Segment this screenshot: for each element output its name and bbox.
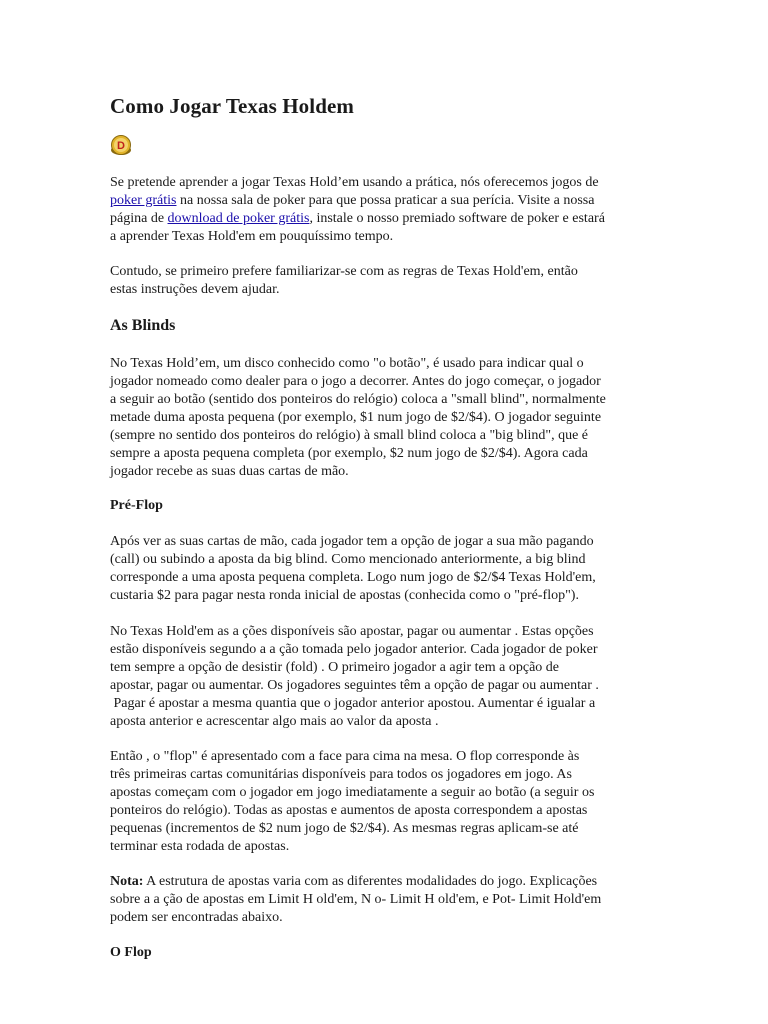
- preflop-paragraph-2: No Texas Hold'em as a ções disponíveis são apostar, pagar ou aumentar . Estas opções estão disponíveis segundo a a ção tomada pelo jogador anterior. Cada jogador de poker tem sempre a opção de desistir (fold) . O primeiro jogador a agir tem a opção de apostar, pagar ou aumentar. Os jogadores seguintes têm a opção de pagar ou aumentar . Pagar é apostar a mesma quantia que o jogador anterior apostou. Aumentar é igualar a aposta anterior e acrescentar algo mais ao valor da aposta .: [110, 624, 599, 729]
- note-paragraph: Nota: A estrutura de apostas varia com as diferentes modalidades do jogo. Explicações sobre a a ção de apostas em Limit H old'em, N o- Limit H old'em, e Pot- Limit Hold'em podem ser encontradas abaixo.: [110, 874, 602, 925]
- section-heading-preflop: Pré-Flop: [110, 498, 163, 513]
- page-title: Como Jogar Texas Holdem: [110, 94, 355, 118]
- blinds-paragraph: No Texas Hold’em, um disco conhecido como "o botão", é usado para indicar qual o jogador nomeado como dealer para o jogo a decorrer. Antes do jogo começar, o jogador a seguir ao botão (sentido dos ponteiros do relógio) coloca a "small blind", normalmente metade duma aposta pequena (por exemplo, $1 num jogo de $2/$4). O jogador seguinte (sempre no sentido dos ponteiros do relógio) à small blind coloca a "big blind", que é sempre a aposta pequena completa (por exemplo, $2 num jogo de $2/$4). Agora cada jogador recebe as suas duas cartas de mão.: [110, 356, 606, 479]
- preflop-paragraph-3: Então , o "flop" é apresentado com a face para cima na mesa. O flop corresponde às três primeiras cartas comunitárias disponíveis para todos os jogadores em jogo. As apostas começam com o jogador em jogo imediatamente a seguir ao botão (a seguir os ponteiros do relógio). Todas as apostas e aumentos de aposta correspondem a apostas pequenas (incrementos de $2 num jogo de $2/$4). As mesmas regras aplicam-se até terminar esta rodada de apostas.: [110, 749, 595, 854]
- free-poker-link[interactable]: poker grátis: [110, 193, 177, 208]
- preflop-paragraph-1: Após ver as suas cartas de mão, cada jogador tem a opção de jogar a sua mão pagando (call) ou subindo a aposta da big blind. Como mencionado anteriormente, a big blind corresponde a uma aposta pequena completa. Logo num jogo de $2/$4 Texas Hold'em, custaria $2 para pagar nesta ronda inicial de apostas (conhecida como o "pré-flop").: [110, 534, 596, 603]
- coin-logo-letter: D: [117, 140, 125, 152]
- section-heading-blinds: As Blinds: [110, 317, 176, 334]
- intro2-line: estas instruções devem ajudar.: [110, 282, 280, 297]
- intro-line: Se pretende aprender a jogar Texas Hold’em usando a prática, nós oferecemos jogos de: [110, 175, 599, 190]
- intro-line: a aprender Texas Hold'em em pouquíssimo tempo.: [110, 229, 394, 244]
- intro2-paragraph: [110, 263, 656, 299]
- intro-line: página de download de poker grátis, instale o nosso premiado software de poker e estará: [110, 211, 605, 226]
- coin-logo-icon: [110, 135, 132, 157]
- free-poker-download-link[interactable]: download de poker grátis: [167, 211, 310, 226]
- intro2-line: Contudo, se primeiro prefere familiarizar-se com as regras de Texas Hold'em, então: [110, 264, 578, 279]
- section-heading-flop: O Flop: [110, 945, 152, 960]
- intro-paragraph: [110, 174, 656, 246]
- note-label: Nota:: [110, 874, 144, 889]
- intro-line: poker grátis na nossa sala de poker para que possa praticar a sua perícia. Visite a nossa: [110, 193, 595, 208]
